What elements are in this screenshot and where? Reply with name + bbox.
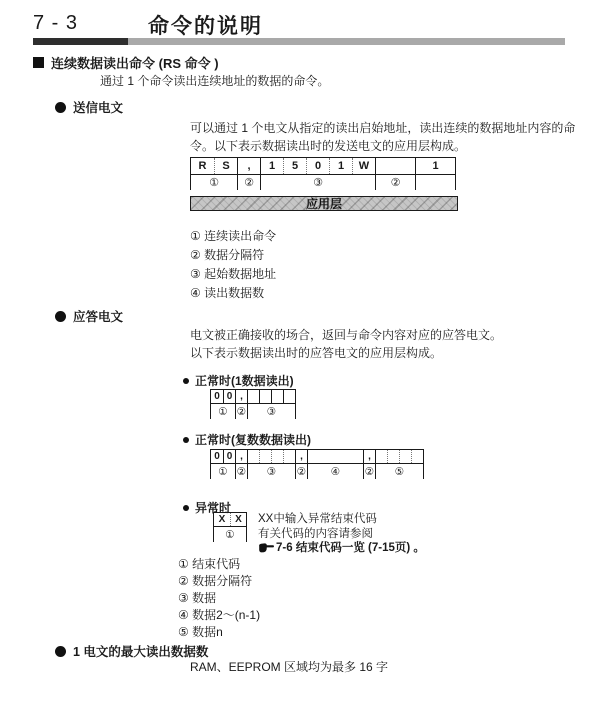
- frame-cell: 1: [329, 158, 352, 174]
- legend-item: ③ 起始数据地址: [190, 267, 277, 281]
- frame-cell: [259, 390, 271, 403]
- frame-mark: ⑤: [375, 464, 423, 479]
- frame-cell: [247, 390, 259, 403]
- frame-cell: ,: [235, 390, 247, 403]
- response-section-heading: [55, 307, 123, 325]
- abnormal-label: 异常时: [195, 501, 232, 515]
- frame-mark: ①: [218, 465, 228, 478]
- frame-mark: [415, 175, 455, 190]
- legend-item: ② 数据分隔符: [178, 574, 253, 588]
- send-paragraph: [190, 119, 590, 155]
- frame-cell: [283, 450, 295, 463]
- frame-mark: ③: [260, 175, 375, 190]
- legend-item: ③ 数据: [178, 591, 217, 605]
- application-layer-label: 应用层: [305, 197, 342, 211]
- send-section-label: 送信电文: [73, 101, 124, 115]
- normal-single-label: 正常时(1数据读出): [195, 374, 294, 388]
- frame-mark: ③: [247, 404, 295, 419]
- black-square-icon: [33, 57, 44, 68]
- max-section-label: 1 电文的最大读出数据数: [73, 645, 209, 659]
- frame-cell: ,: [237, 158, 260, 174]
- response-legend: [178, 555, 260, 640]
- bullet-small-icon: [183, 505, 189, 511]
- frame-cell: [307, 450, 363, 463]
- frame-cell: [375, 158, 415, 174]
- abnormal-frame: [213, 512, 247, 542]
- frame-mark: ③: [247, 464, 295, 479]
- frame-cell: [399, 450, 411, 463]
- send-frame-mark-row: [190, 175, 456, 190]
- frame-mark: ②: [364, 465, 375, 478]
- frame-mark-row: [213, 527, 247, 542]
- bullet-small-icon: [183, 437, 189, 443]
- send-paragraph-line1: 可以通过 1 个电文从指定的读出启始地址，读出连续的数据地址内容的命: [190, 121, 576, 135]
- normal-multi-heading: [183, 431, 311, 448]
- legend-item: ④ 读出数据数: [190, 286, 265, 300]
- frame-cell: R: [198, 160, 207, 172]
- max-section-text: RAM、EEPROM 区域均为最多 16 字: [190, 660, 389, 674]
- frame-data-row: [213, 512, 247, 527]
- frame-cell: S: [214, 158, 237, 174]
- response-section-label: 应答电文: [73, 310, 124, 324]
- bullet-circle-icon: [55, 646, 66, 657]
- frame-mark: ①: [225, 528, 235, 541]
- send-legend: [190, 227, 276, 303]
- frame-mark: ②: [375, 175, 415, 190]
- bullet-circle-icon: [55, 311, 66, 322]
- frame-cell: 1: [260, 158, 283, 174]
- application-layer-bar: [190, 196, 458, 211]
- frame-mark: ②: [236, 405, 247, 418]
- header-rule: [33, 38, 565, 45]
- frame-cell: W: [352, 158, 375, 174]
- normal-multi-frame: [210, 449, 424, 479]
- header-rule-dark-segment: [33, 38, 128, 45]
- frame-cell: X: [218, 514, 226, 525]
- frame-cell: 1: [415, 158, 455, 174]
- frame-cell: ,: [235, 450, 247, 463]
- frame-cell: [259, 450, 271, 463]
- send-frame: [190, 157, 456, 190]
- frame-mark: ②: [236, 465, 247, 478]
- abnormal-note-line2: 有关代码的内容请参阅: [258, 527, 373, 540]
- frame-mark: ①: [209, 177, 219, 189]
- frame-cell: 0: [306, 158, 329, 174]
- frame-mark-row: [210, 464, 424, 479]
- frame-cell: 0: [214, 391, 220, 402]
- response-paragraph: [190, 326, 590, 362]
- frame-cell: [387, 450, 399, 463]
- frame-cell: 0: [214, 451, 220, 462]
- command-heading: [33, 53, 219, 72]
- legend-item: ② 数据分隔符: [190, 248, 265, 262]
- frame-data-row: [210, 449, 424, 464]
- legend-item: ⑤ 数据n: [178, 625, 223, 639]
- frame-cell: 0: [223, 450, 235, 463]
- frame-mark: ①: [218, 405, 228, 418]
- frame-mark: ④: [307, 464, 363, 479]
- response-paragraph-line1: 电文被正确接收的场合，返回与命令内容对应的应答电文。: [190, 328, 503, 342]
- section-number: 7 - 3: [33, 12, 79, 34]
- frame-cell: ,: [363, 450, 375, 463]
- command-heading-label: 连续数据读出命令 (RS 命令 ): [51, 56, 219, 71]
- frame-mark-row: [210, 404, 296, 419]
- frame-cell: 5: [283, 158, 306, 174]
- normal-single-frame: [210, 389, 296, 419]
- legend-item: ① 结束代码: [178, 557, 241, 571]
- frame-cell: [411, 450, 423, 463]
- command-summary: 通过 1 个命令读出连续地址的数据的命令。: [100, 74, 330, 88]
- reference-text: 7-6 结束代码一览 (7-15页) 。: [276, 542, 425, 554]
- cross-reference: [258, 541, 558, 556]
- frame-cell: [375, 450, 387, 463]
- max-section-heading: [55, 642, 208, 660]
- normal-single-heading: [183, 372, 294, 389]
- frame-cell: ,: [295, 450, 307, 463]
- abnormal-notes: [258, 512, 558, 556]
- frame-mark: ②: [296, 465, 307, 478]
- bullet-circle-icon: [55, 102, 66, 113]
- frame-cell: [271, 450, 283, 463]
- page-title: 命令的说明: [148, 15, 263, 38]
- normal-multi-label: 正常时(复数数据读出): [195, 433, 311, 447]
- bullet-small-icon: [183, 378, 189, 384]
- legend-item: ① 连续读出命令: [190, 229, 277, 243]
- send-frame-data-row: [190, 157, 456, 175]
- response-paragraph-line2: 以下表示数据读出时的应答电文的应用层构成。: [190, 346, 443, 360]
- frame-cell: [283, 390, 295, 403]
- reference-hand-icon: [258, 542, 274, 554]
- send-paragraph-line2: 令。以下表示数据读出时的发送电文的应用层构成。: [190, 139, 467, 153]
- frame-cell: [247, 450, 259, 463]
- frame-data-row: [210, 389, 296, 404]
- frame-mark: ②: [237, 175, 260, 190]
- send-section-heading: [55, 98, 123, 116]
- legend-item: ④ 数据2～(n-1): [178, 608, 261, 622]
- frame-cell: X: [230, 513, 246, 526]
- frame-cell: 0: [223, 390, 235, 403]
- frame-cell: [271, 390, 283, 403]
- abnormal-note-line1: XX中输入异常结束代码: [258, 513, 377, 525]
